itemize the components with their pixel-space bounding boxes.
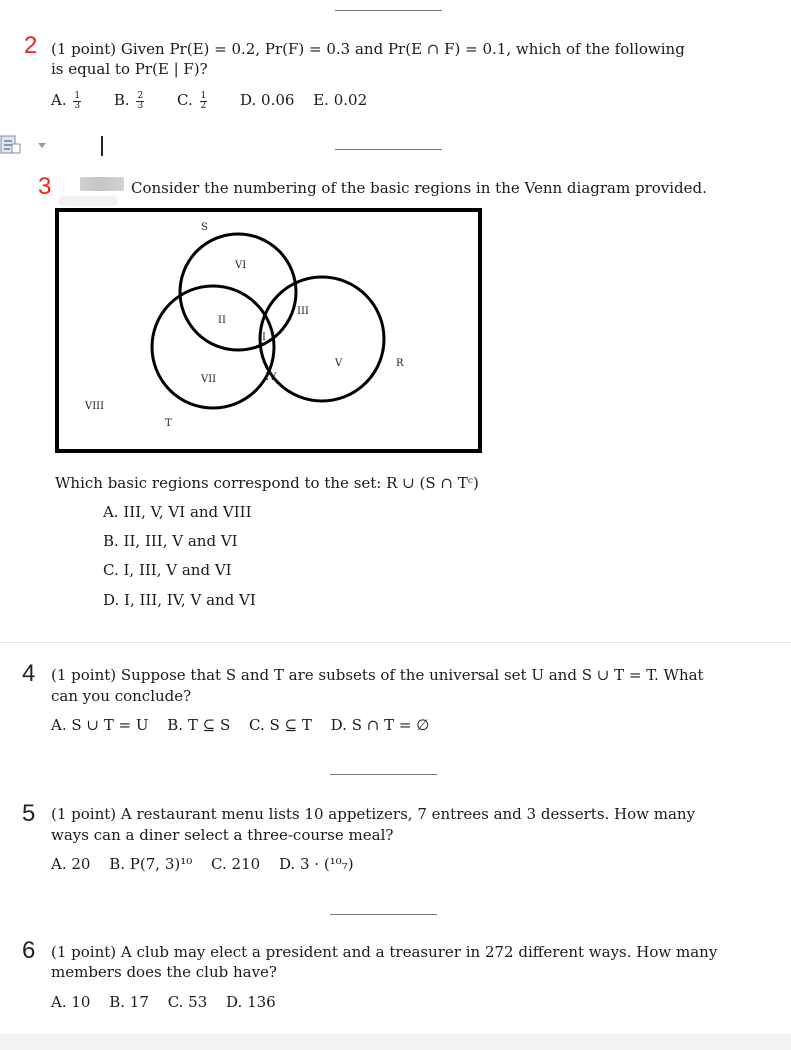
q5-option-c: C. 210 xyxy=(211,855,261,873)
venn-region-viii: VIII xyxy=(85,401,105,412)
q3-answer-a: A. III, V, VI and VIII xyxy=(103,503,252,521)
q6-option-a: A. 10 xyxy=(51,993,91,1011)
q2-option-e: E. 0.02 xyxy=(313,91,368,109)
q5-option-a: A. 20 xyxy=(51,855,91,873)
q4-text-line1: (1 point) Suppose that S and T are subsets of the universal set U and S ∪ T = T. What xyxy=(51,666,704,684)
q4-text-line2: can you conclude? xyxy=(51,687,192,705)
venn-region-vi: VI xyxy=(235,260,247,271)
q3-answer-d: D. I, III, IV, V and VI xyxy=(103,591,256,609)
q4-option-d: D. S ∩ T = ∅ xyxy=(330,716,430,734)
q4-option-a: A. S ∪ T = U xyxy=(51,716,149,734)
q2-text-line1: (1 point) Given Pr(E) = 0.2, Pr(F) = 0.3 and Pr(E ∩ F) = 0.1, which of the following xyxy=(51,40,685,58)
q5-options xyxy=(51,854,368,874)
separator-q5 xyxy=(330,914,437,915)
q5-option-d: D. 3 · (¹⁰₇) xyxy=(278,855,354,873)
q2-number-annotation: 2 xyxy=(24,32,38,59)
q6-text-line1: (1 point) A club may elect a president and a treasurer in 272 different ways. How many xyxy=(51,943,718,961)
q6-option-d: D. 136 xyxy=(226,993,276,1011)
q2-options xyxy=(51,90,381,111)
page-bottom-divider xyxy=(0,1034,791,1050)
q4-option-b: B. T ⊆ S xyxy=(167,716,231,734)
q6-option-b: B. 17 xyxy=(109,993,149,1011)
venn-region-vii: VII xyxy=(201,374,217,385)
q2-option-c: C. $\frac{1}{2}$ xyxy=(177,90,207,111)
q6-option-c: C. 53 xyxy=(167,993,208,1011)
q2-option-b: B. $\frac{2}{3}$ xyxy=(113,90,144,111)
q2-text-line2: is equal to Pr(E | F)? xyxy=(51,60,208,78)
redacted-shadow xyxy=(58,196,118,206)
q2-option-a: A. $\frac{1}{3}$ xyxy=(51,90,81,111)
q2-option-d: D. 0.06 xyxy=(240,91,295,109)
q4-option-c: C. S ⊆ T xyxy=(249,716,312,734)
q3-question: Which basic regions correspond to the set: R ∪ (S ∩ Tᶜ) xyxy=(55,474,479,492)
venn-label-r: R xyxy=(396,358,404,369)
q6-number-annotation: 6 xyxy=(22,937,36,964)
venn-region-iii: III xyxy=(297,306,309,317)
q5-text-line1: (1 point) A restaurant menu lists 10 appetizers, 7 entrees and 3 desserts. How many xyxy=(51,805,696,823)
venn-label-s: S xyxy=(201,222,208,233)
q3-answer-b: B. II, III, V and VI xyxy=(103,532,238,550)
q5-text-line2: ways can a diner select a three-course meal? xyxy=(51,826,394,844)
chevron-down-icon[interactable] xyxy=(38,143,46,148)
q5-option-b: B. P(7, 3)¹⁰ xyxy=(109,855,193,873)
separator-top xyxy=(335,10,442,11)
q3-number-annotation: 3 xyxy=(38,173,52,200)
venn-region-ii: II xyxy=(218,315,226,326)
q4-options xyxy=(51,715,443,735)
venn-region-v: V xyxy=(335,358,343,369)
venn-diagram xyxy=(55,208,482,453)
q5-number-annotation: 5 xyxy=(22,800,36,827)
document-icon[interactable] xyxy=(0,134,22,156)
venn-region-i: I xyxy=(262,332,266,343)
separator-q2 xyxy=(335,149,442,150)
venn-universe-box xyxy=(57,210,480,451)
text-cursor xyxy=(101,136,103,156)
venn-label-t: T xyxy=(165,418,172,429)
separator-q4 xyxy=(330,774,437,775)
q6-options xyxy=(51,992,290,1012)
redacted-mark xyxy=(80,177,124,191)
q4-number-annotation: 4 xyxy=(22,660,36,687)
q3-answer-c: C. I, III, V and VI xyxy=(103,561,232,579)
q6-text-line2: members does the club have? xyxy=(51,963,277,981)
page-divider xyxy=(0,642,791,643)
q3-text: Consider the numbering of the basic regions in the Venn diagram provided. xyxy=(131,179,707,197)
venn-region-iv: IV xyxy=(265,372,277,383)
